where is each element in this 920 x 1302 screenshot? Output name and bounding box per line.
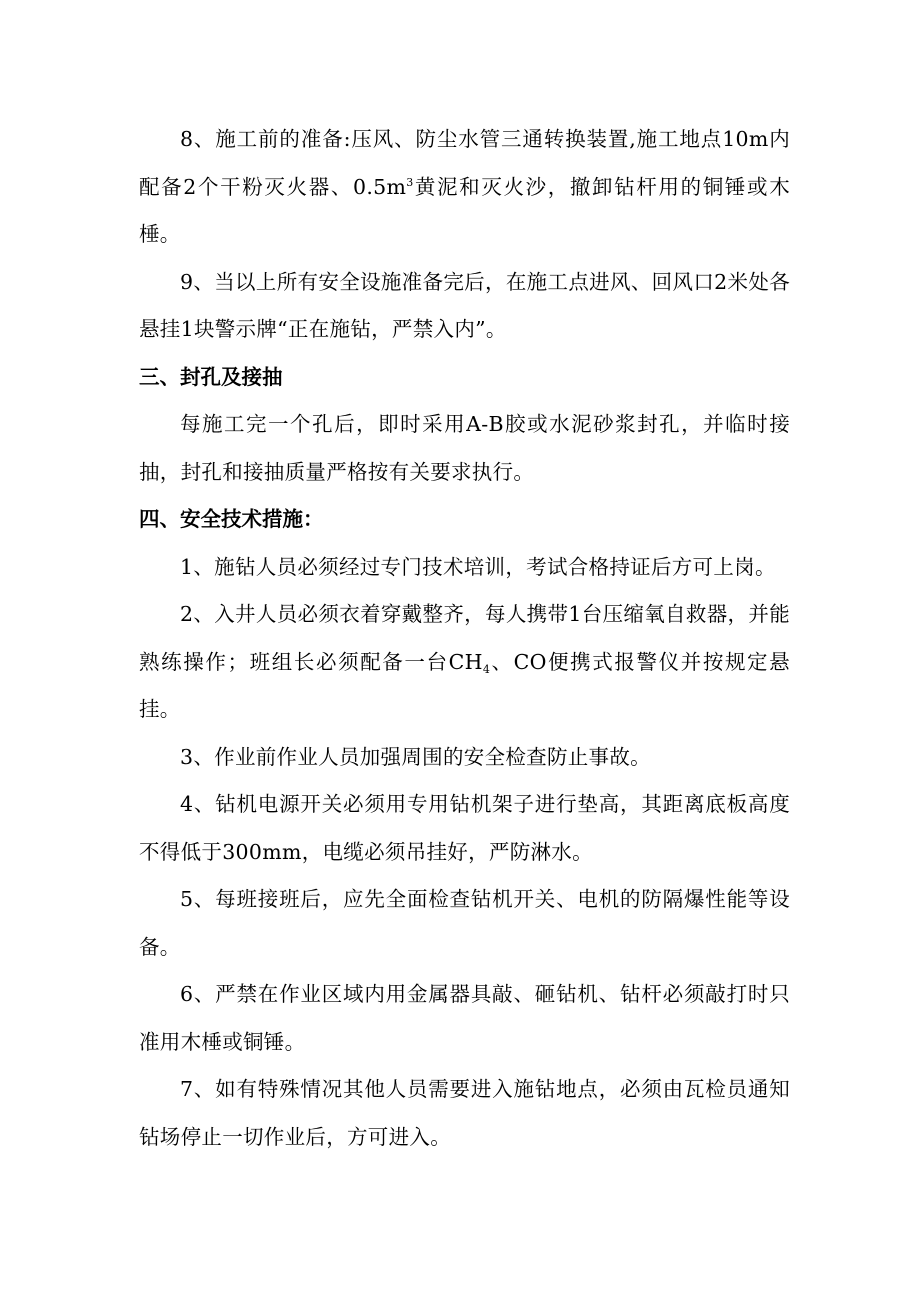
safety-item-5: 5、每班接班后，应先全面检查钻机开关、电机的防隔爆性能等设备。 <box>139 887 790 959</box>
section-heading-safety: 四、安全技术措施： <box>139 507 324 531</box>
paragraph-item-8 <box>139 116 790 259</box>
safety-item-7: 7、如有特殊情况其他人员需要进入施钻地点，必须由瓦检员通知钻场停止一切作业后，方可进入。 <box>139 1077 790 1149</box>
paragraph-sealing: 每施工完一个孔后，即时采用A-B胶或水泥砂浆封孔，并临时接抽，封孔和接抽质量严格按有关要求执行。 <box>139 412 790 484</box>
paragraph-item-9: 9、当以上所有安全设施准备完后，在施工点进风、回风口2米处各悬挂1块警示牌“正在施钻，严禁入内”。 <box>139 269 790 341</box>
safety-item-4: 4、钻机电源开关必须用专用钻机架子进行垫高，其距离底板高度不得低于300mm，电缆必须吊挂好，严防淋水。 <box>139 792 790 864</box>
cubic-superscript: 3 <box>406 175 414 189</box>
item-8-text: 8、施工前的准备:压风、防尘水管三通转换装置,施工地点10m内配备2个干粉灭火器、0.5m <box>139 127 790 199</box>
safety-item-3: 3、作业前作业人员加强周围的安全检查防止事故。 <box>180 744 651 769</box>
section-heading-sealing: 三、封孔及接抽 <box>139 364 283 389</box>
item-8-text-cont: 黄泥和灭火沙，撤卸钻杆用的铜锤或木棰。 <box>139 174 790 246</box>
methane-subscript: 4 <box>482 662 491 676</box>
safety-item-2-text: 2、入井人员必须衣着穿戴整齐，每人携带1台压缩氧自救器，并能熟练操作；班组长必须配备一台CH <box>139 602 790 674</box>
safety-item-1: 1、施钻人员必须经过专门技术培训，考试合格持证后方可上岗。 <box>180 554 776 579</box>
safety-item-2-text-cont: 、CO便携式报警仪并按规定悬挂。 <box>139 649 790 721</box>
safety-item-2 <box>139 591 790 734</box>
safety-item-6: 6、严禁在作业区域内用金属器具敲、砸钻机、钻杆必须敲打时只准用木棰或铜锤。 <box>139 982 790 1054</box>
